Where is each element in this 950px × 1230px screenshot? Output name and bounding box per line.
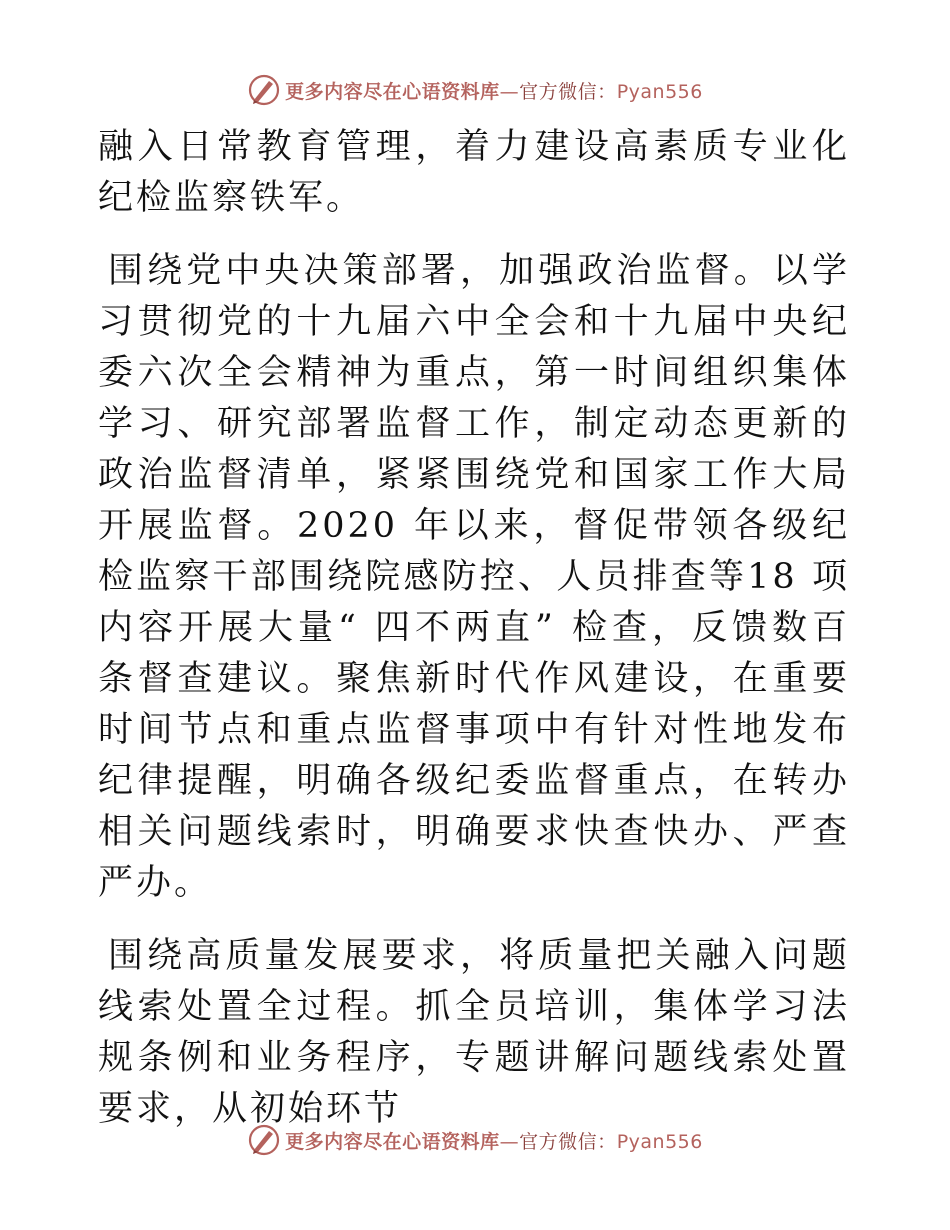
paragraph-1: 融入日常教育管理，着力建设高素质专业化纪检监察铁军。 — [98, 127, 850, 218]
banner-separator: — — [499, 1130, 520, 1153]
banner-separator: — — [499, 80, 520, 103]
document-body — [98, 122, 850, 1157]
banner-site-text: 更多内容尽在心语资料库 — [285, 1130, 500, 1153]
banner-label-text: 官方微信： — [519, 80, 617, 103]
paragraph-2: 围绕党中央决策部署，加强政治监督。以学习贯彻党的十九届六中全会和十九届中央纪委六次全会精神为重点，第一时间组织集体学习、研究部署监督工作，制定动态更新的政治监督清单，紧紧围绕党和国家工作大局开展监督。2020 年以来，督促带领各级纪检监察干部围绕院感防控、人员排查等18 项内容开展大量“ 四不两直” 检查，反馈数百条督查建议。聚焦新时代作风建设，在重要时间节点和重点监督事项中有针对性地发布纪律提醒，明确各级纪委监督重点，在转办相关问题线索时，明确要求快查快办、严查严办。 — [98, 251, 850, 903]
paragraph-3: 围绕高质量发展要求，将质量把关融入问题线索处置全过程。抓全员培训，集体学习法规条例和业务程序，专题讲解问题线索处置要求，从初始环节 — [98, 936, 850, 1129]
footer-watermark-banner — [0, 1120, 950, 1160]
banner-wechat-id: Pyan556 — [616, 1130, 703, 1153]
banner-label-text: 官方微信： — [519, 1130, 617, 1153]
pen-logo-icon — [247, 1123, 281, 1157]
banner-site-text: 更多内容尽在心语资料库 — [285, 80, 500, 103]
pen-logo-icon — [247, 73, 281, 107]
header-watermark-banner — [0, 70, 950, 110]
banner-wechat-id: Pyan556 — [616, 80, 703, 103]
